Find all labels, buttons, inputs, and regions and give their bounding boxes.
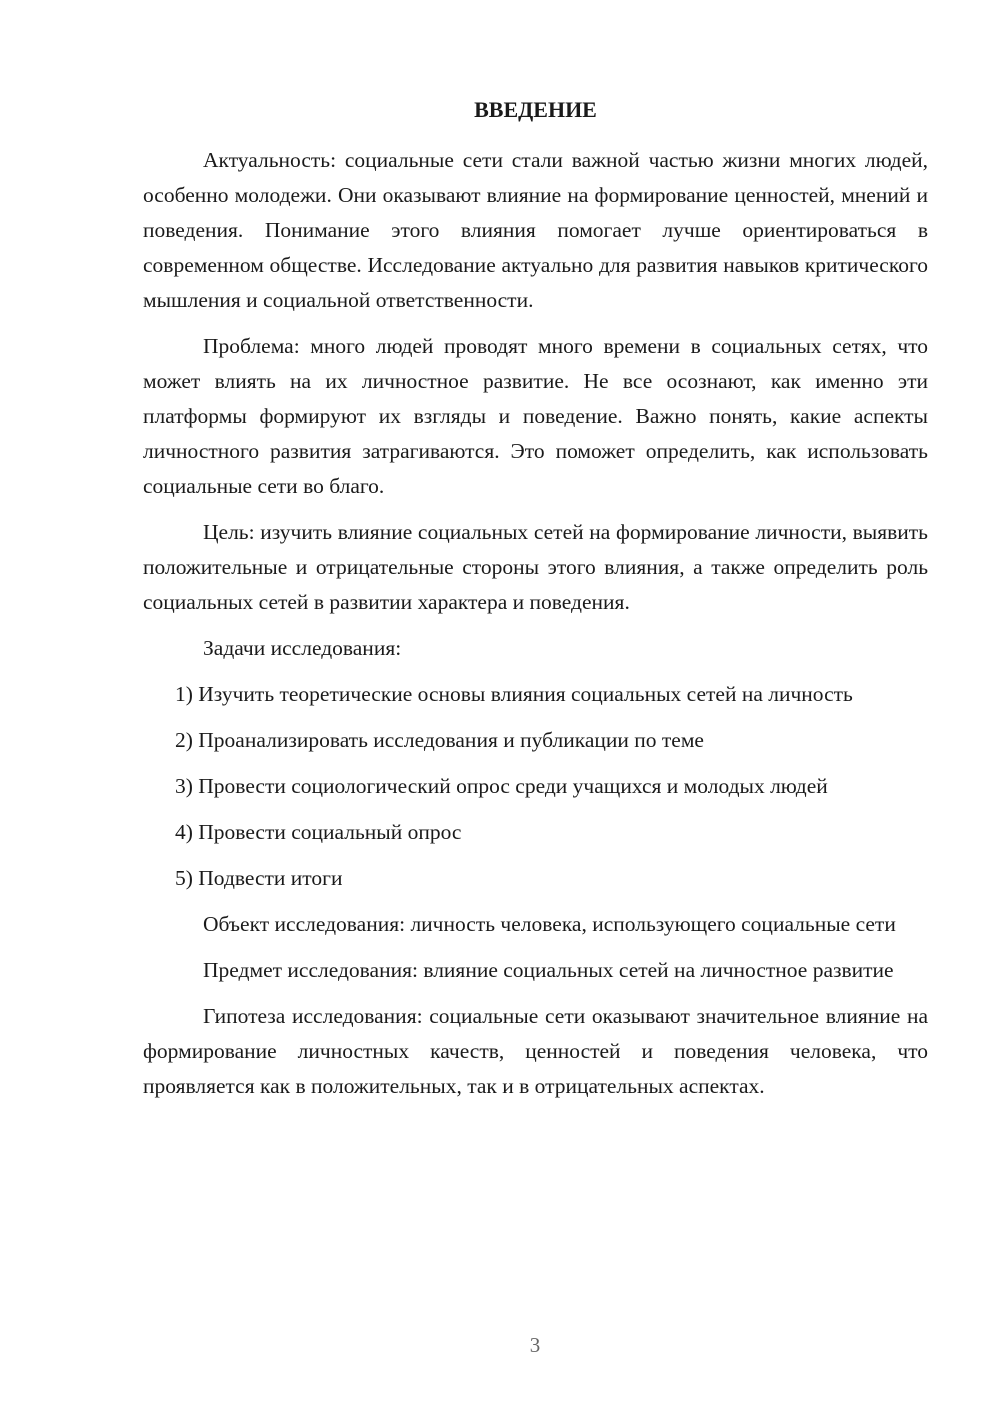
- paragraph-goal: Цель: изучить влияние социальных сетей на формирование личности, выявить положительные и отрицательные стороны этого влияния, а также определить роль социальных сетей в развитии характера и поведения.: [143, 520, 928, 614]
- paragraph-hypothesis: Гипотеза исследования: социальные сети оказывают значительное влияние на формирование личностных качеств, ценностей и поведения человека, что проявляется как в положительных, так и в отрицательных аспектах.: [143, 1004, 928, 1098]
- task-item-3: 3) Провести социологический опрос среди учащихся и молодых людей: [175, 774, 828, 798]
- page-title: ВВЕДЕНИЕ: [474, 97, 597, 122]
- paragraph-problem: Проблема: много людей проводят много времени в социальных сетях, что может влиять на их личностное развитие. Не все осознают, как именно эти платформы формируют их взгляды и поведение. Важно понять, какие аспекты личностного развития затрагиваются. Это поможет определить, как использовать социальные сети во благо.: [143, 334, 928, 498]
- tasks-heading: Задачи исследования:: [203, 636, 402, 660]
- paragraph-object: Объект исследования: личность человека, использующего социальные сети: [203, 912, 896, 936]
- task-item-4: 4) Провести социальный опрос: [175, 820, 462, 844]
- task-item-2: 2) Проанализировать исследования и публикации по теме: [175, 728, 704, 752]
- task-item-5: 5) Подвести итоги: [175, 866, 343, 890]
- task-item-1: 1) Изучить теоретические основы влияния социальных сетей на личность: [175, 682, 853, 706]
- page-content: [143, 95, 928, 1115]
- paragraph-relevance: Актуальность: социальные сети стали важной частью жизни многих людей, особенно молодежи. Они оказывают влияние на формирование ценностей, мнений и поведения. Понимание этого влияния помогает лучше ориентироваться в современном обществе. Исследование актуально для развития навыков критического мышления и социальной ответственности.: [143, 148, 928, 312]
- paragraph-subject: Предмет исследования: влияние социальных сетей на личностное развитие: [203, 958, 894, 982]
- page-number: 3: [529, 1333, 541, 1357]
